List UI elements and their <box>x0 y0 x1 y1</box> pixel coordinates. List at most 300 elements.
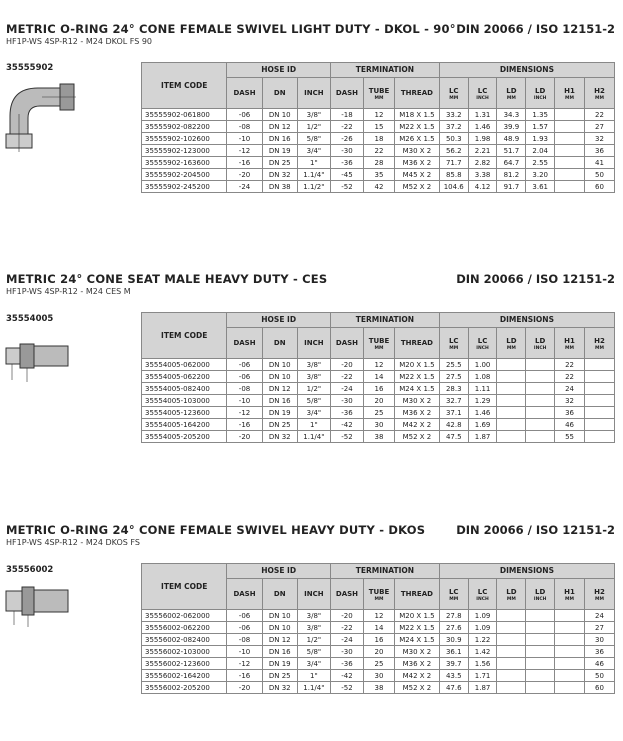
table-cell: DN 19 <box>262 407 297 419</box>
table-cell: DN 25 <box>262 670 297 682</box>
thread-header: THREAD <box>394 579 439 610</box>
table-cell: 34.3 <box>497 109 526 121</box>
table-cell <box>497 371 526 383</box>
inch-header: INCH <box>297 579 330 610</box>
table-cell: 28.3 <box>439 383 468 395</box>
table-cell: 1/2" <box>297 634 330 646</box>
table-cell: -08 <box>227 121 262 133</box>
table-cell: -06 <box>227 610 262 622</box>
inch-header: INCH <box>297 328 330 359</box>
ld-header <box>497 328 526 359</box>
table-cell: 1.22 <box>468 634 497 646</box>
table-cell <box>555 610 585 622</box>
table-cell: M52 X 2 <box>394 181 439 193</box>
table-row <box>142 395 615 407</box>
h1-label: H1 <box>564 587 575 596</box>
table-cell: M20 X 1.5 <box>394 610 439 622</box>
table-cell: 35 <box>364 169 395 181</box>
termination-header: TERMINATION <box>330 564 439 579</box>
table-cell: 1" <box>297 419 330 431</box>
table-body <box>142 610 615 694</box>
table-cell: 36 <box>584 145 614 157</box>
table-cell: -22 <box>330 121 363 133</box>
table-cell: 35555902-245200 <box>142 181 227 193</box>
table-cell <box>555 634 585 646</box>
table-cell: 3.61 <box>526 181 555 193</box>
table-cell <box>584 371 614 383</box>
lc-inch-label: LC <box>477 86 488 95</box>
table-cell: -52 <box>330 682 363 694</box>
unit-label: MM <box>595 95 604 101</box>
table-cell: -30 <box>330 395 363 407</box>
table-cell: 35555902-123000 <box>142 145 227 157</box>
table-cell: 22 <box>364 145 395 157</box>
table-cell: 24 <box>555 383 585 395</box>
table-cell: DN 38 <box>262 181 297 193</box>
table-cell: DN 12 <box>262 383 297 395</box>
unit-label: MM <box>374 95 384 101</box>
table-cell: 27.5 <box>439 371 468 383</box>
dimensions-header: DIMENSIONS <box>439 313 614 328</box>
table-cell: 16 <box>364 634 395 646</box>
table-cell: 47.5 <box>439 431 468 443</box>
table-cell <box>497 359 526 371</box>
item-code-header: ITEM CODE <box>142 564 227 610</box>
table-cell: DN 10 <box>262 371 297 383</box>
table-cell: 32 <box>555 395 585 407</box>
unit-label: MM <box>449 596 459 602</box>
table-cell: -12 <box>227 658 262 670</box>
table-cell: -06 <box>227 359 262 371</box>
table-cell <box>555 169 585 181</box>
dimensions-header: DIMENSIONS <box>439 564 614 579</box>
table-cell: -52 <box>330 431 363 443</box>
table-cell: 35556002-082400 <box>142 634 227 646</box>
unit-label: MM <box>374 345 384 351</box>
table-cell <box>584 407 614 419</box>
table-cell: DN 25 <box>262 157 297 169</box>
table-cell: -16 <box>227 419 262 431</box>
h2-label: H2 <box>594 336 605 345</box>
table-row <box>142 383 615 395</box>
table-cell: 1.56 <box>468 658 497 670</box>
table-cell: M18 X 1.5 <box>394 109 439 121</box>
ld-inch-label: LD <box>535 86 546 95</box>
lc-inch-header <box>468 78 497 109</box>
table-cell: -06 <box>227 622 262 634</box>
table-cell <box>526 431 555 443</box>
table-cell: 91.7 <box>497 181 526 193</box>
unit-label: MM <box>449 345 459 351</box>
table-cell: 27.6 <box>439 622 468 634</box>
table-cell: 36.1 <box>439 646 468 658</box>
table-body <box>142 109 615 193</box>
tube-header <box>364 78 395 109</box>
table-cell: -52 <box>330 181 363 193</box>
table-cell: 12 <box>364 610 395 622</box>
tube-label: TUBE <box>368 86 390 95</box>
table-cell <box>526 634 555 646</box>
table-cell: 35556002-164200 <box>142 670 227 682</box>
dimensions-header: DIMENSIONS <box>439 63 614 78</box>
table-cell: 35554005-082400 <box>142 383 227 395</box>
table-cell: 20 <box>364 395 395 407</box>
dash-header: DASH <box>227 78 262 109</box>
dn-header: DN <box>262 328 297 359</box>
table-cell: 1.1/4" <box>297 169 330 181</box>
unit-label: MM <box>595 345 604 351</box>
table-cell: M30 X 2 <box>394 646 439 658</box>
unit-label: MM <box>595 596 604 602</box>
table-cell: M52 X 2 <box>394 431 439 443</box>
table-cell: M36 X 2 <box>394 658 439 670</box>
table-cell: DN 16 <box>262 133 297 145</box>
table-cell: 32.7 <box>439 395 468 407</box>
lc-inch-label: LC <box>477 336 488 345</box>
table-cell: DN 32 <box>262 431 297 443</box>
table-cell: 30 <box>364 670 395 682</box>
table-cell: 1.09 <box>468 622 497 634</box>
table-cell: 30.9 <box>439 634 468 646</box>
table-cell: 1.09 <box>468 610 497 622</box>
spec-table <box>141 563 615 694</box>
table-cell: 3/4" <box>297 145 330 157</box>
table-cell: 48.9 <box>497 133 526 145</box>
table-cell: M30 X 2 <box>394 145 439 157</box>
table-cell <box>584 419 614 431</box>
table-cell: M42 X 2 <box>394 670 439 682</box>
table-cell <box>497 622 526 634</box>
table-cell <box>497 658 526 670</box>
table-cell: 3/4" <box>297 658 330 670</box>
table-cell: 33.2 <box>439 109 468 121</box>
table-cell: DN 19 <box>262 658 297 670</box>
table-cell: 35554005-062200 <box>142 371 227 383</box>
table-cell: -06 <box>227 371 262 383</box>
table-row <box>142 407 615 419</box>
table-cell: 3/8" <box>297 359 330 371</box>
table-cell: DN 19 <box>262 145 297 157</box>
product-code: 35554005 <box>6 314 54 324</box>
table-cell <box>526 610 555 622</box>
term-dash-header: DASH <box>330 579 363 610</box>
table-cell: 3.20 <box>526 169 555 181</box>
table-cell: 1.11 <box>468 383 497 395</box>
table-cell: 1.42 <box>468 646 497 658</box>
table-cell: 51.7 <box>497 145 526 157</box>
table-cell: 14 <box>364 622 395 634</box>
table-cell: 35555902-163600 <box>142 157 227 169</box>
table-cell: 22 <box>555 359 585 371</box>
table-cell <box>497 610 526 622</box>
table-cell: -36 <box>330 157 363 169</box>
table-cell: 35554005-062000 <box>142 359 227 371</box>
table-cell: 18 <box>364 133 395 145</box>
table-cell: 1.35 <box>526 109 555 121</box>
table-cell: 1.31 <box>468 109 497 121</box>
product-code: 35556002 <box>6 565 54 575</box>
table-cell: 1" <box>297 670 330 682</box>
table-cell: M22 X 1.5 <box>394 371 439 383</box>
lc-inch-header <box>468 579 497 610</box>
table-cell: 50.3 <box>439 133 468 145</box>
dash-header: DASH <box>227 579 262 610</box>
table-cell <box>497 407 526 419</box>
section-subtitle: HF1P-WS 4SP-R12 - M24 DKOL FS 90 <box>6 37 153 46</box>
item-code-header: ITEM CODE <box>142 63 227 109</box>
table-cell <box>526 383 555 395</box>
section-standard: DIN 20066 / ISO 12151-2 <box>456 523 615 537</box>
table-row <box>142 169 615 181</box>
table-row <box>142 610 615 622</box>
table-cell: M22 X 1.5 <box>394 121 439 133</box>
table-cell <box>497 634 526 646</box>
table-cell: 37.2 <box>439 121 468 133</box>
table-cell: 27 <box>584 121 614 133</box>
table-row <box>142 109 615 121</box>
table-cell: DN 12 <box>262 121 297 133</box>
thread-header: THREAD <box>394 78 439 109</box>
unit-label: MM <box>506 345 516 351</box>
table-cell: -30 <box>330 646 363 658</box>
table-cell: DN 12 <box>262 634 297 646</box>
table-cell: DN 10 <box>262 622 297 634</box>
table-cell: M52 X 2 <box>394 682 439 694</box>
table-cell: -16 <box>227 157 262 169</box>
table-cell: 35554005-103000 <box>142 395 227 407</box>
table-cell: 1.08 <box>468 371 497 383</box>
unit-label: INCH <box>533 95 547 101</box>
table-cell: 1.69 <box>468 419 497 431</box>
table-cell: 25 <box>364 407 395 419</box>
table-cell: -36 <box>330 658 363 670</box>
ld-inch-label: LD <box>535 336 546 345</box>
item-code-header: ITEM CODE <box>142 313 227 359</box>
table-cell: 14 <box>364 371 395 383</box>
table-cell: 39.9 <box>497 121 526 133</box>
unit-label: MM <box>374 596 384 602</box>
table-cell: -08 <box>227 634 262 646</box>
lc-inch-header <box>468 328 497 359</box>
h2-header <box>584 328 614 359</box>
dash-header: DASH <box>227 328 262 359</box>
table-row <box>142 646 615 658</box>
table-cell: -24 <box>330 634 363 646</box>
table-cell: -22 <box>330 371 363 383</box>
table-cell: 81.2 <box>497 169 526 181</box>
table-cell: M45 X 2 <box>394 169 439 181</box>
table-cell: -24 <box>227 181 262 193</box>
table-cell: 35554005-123600 <box>142 407 227 419</box>
table-cell: 20 <box>364 646 395 658</box>
table-cell <box>526 407 555 419</box>
h1-header <box>555 78 585 109</box>
table-cell: -26 <box>330 133 363 145</box>
table-cell <box>555 682 585 694</box>
table-cell <box>497 395 526 407</box>
lc-header <box>439 328 468 359</box>
table-cell: M36 X 2 <box>394 407 439 419</box>
unit-label: INCH <box>533 596 547 602</box>
table-row <box>142 157 615 169</box>
table-row <box>142 682 615 694</box>
table-cell: 5/8" <box>297 395 330 407</box>
table-cell: 46 <box>584 658 614 670</box>
table-cell: 3/8" <box>297 371 330 383</box>
table-cell: M20 X 1.5 <box>394 359 439 371</box>
lc-label: LC <box>448 587 459 596</box>
table-cell: 55 <box>555 431 585 443</box>
table-cell: 27.8 <box>439 610 468 622</box>
table-cell: 1.87 <box>468 682 497 694</box>
termination-header: TERMINATION <box>330 313 439 328</box>
table-row <box>142 634 615 646</box>
table-cell <box>584 431 614 443</box>
table-cell <box>555 622 585 634</box>
unit-label: MM <box>565 345 575 351</box>
ld-label: LD <box>506 336 517 345</box>
table-cell: 42 <box>364 181 395 193</box>
table-cell: 30 <box>364 419 395 431</box>
h2-label: H2 <box>594 587 605 596</box>
table-cell: M42 X 2 <box>394 419 439 431</box>
table-cell: 38 <box>364 682 395 694</box>
tube-header <box>364 579 395 610</box>
table-cell: -12 <box>227 145 262 157</box>
table-row <box>142 622 615 634</box>
table-cell: -20 <box>227 431 262 443</box>
table-cell: 1.71 <box>468 670 497 682</box>
table-cell: 4.12 <box>468 181 497 193</box>
table-cell: 60 <box>584 181 614 193</box>
table-cell <box>526 658 555 670</box>
table-row <box>142 670 615 682</box>
table-row <box>142 431 615 443</box>
thread-header: THREAD <box>394 328 439 359</box>
table-cell: 42.8 <box>439 419 468 431</box>
table-cell <box>555 145 585 157</box>
table-cell: 50 <box>584 169 614 181</box>
table-body <box>142 359 615 443</box>
table-cell: -45 <box>330 169 363 181</box>
unit-label: MM <box>506 596 516 602</box>
table-row <box>142 121 615 133</box>
table-row <box>142 181 615 193</box>
table-cell: -10 <box>227 133 262 145</box>
table-cell: M24 X 1.5 <box>394 634 439 646</box>
table-cell: -06 <box>227 109 262 121</box>
unit-label: INCH <box>533 345 547 351</box>
table-cell: 1.46 <box>468 121 497 133</box>
table-cell: DN 10 <box>262 109 297 121</box>
table-cell: 12 <box>364 359 395 371</box>
spec-table <box>141 312 615 443</box>
dn-header: DN <box>262 579 297 610</box>
table-cell <box>584 395 614 407</box>
table-cell <box>584 359 614 371</box>
table-cell: -10 <box>227 646 262 658</box>
table-cell: 1.00 <box>468 359 497 371</box>
unit-label: INCH <box>476 345 489 351</box>
table-cell: 1.1/2" <box>297 181 330 193</box>
ld-header <box>497 78 526 109</box>
table-cell <box>526 670 555 682</box>
table-cell: -30 <box>330 145 363 157</box>
product-code: 35555902 <box>6 63 54 73</box>
section-title: METRIC O-RING 24° CONE FEMALE SWIVEL LIGHT DUTY - DKOL - 90° <box>6 22 456 36</box>
table-cell: -20 <box>227 169 262 181</box>
table-cell: 35556002-123600 <box>142 658 227 670</box>
section-standard: DIN 20066 / ISO 12151-2 <box>456 22 615 36</box>
hose-id-header: HOSE ID <box>227 313 331 328</box>
table-cell <box>497 383 526 395</box>
term-dash-header: DASH <box>330 78 363 109</box>
table-cell <box>555 658 585 670</box>
table-cell: 2.82 <box>468 157 497 169</box>
table-cell: 35555902-082200 <box>142 121 227 133</box>
table-cell: 22 <box>555 371 585 383</box>
table-cell <box>497 670 526 682</box>
unit-label: MM <box>506 95 516 101</box>
ld-inch-header <box>526 579 555 610</box>
h2-header <box>584 579 614 610</box>
term-dash-header: DASH <box>330 328 363 359</box>
table-cell: 36 <box>555 407 585 419</box>
table-cell: 30 <box>584 634 614 646</box>
table-cell: 38 <box>364 431 395 443</box>
table-cell: 25.5 <box>439 359 468 371</box>
table-row <box>142 419 615 431</box>
table-cell: 43.5 <box>439 670 468 682</box>
ld-inch-header <box>526 78 555 109</box>
table-cell: DN 10 <box>262 610 297 622</box>
table-cell: 32 <box>584 133 614 145</box>
h1-label: H1 <box>564 86 575 95</box>
table-cell: -10 <box>227 395 262 407</box>
table-cell: 2.21 <box>468 145 497 157</box>
table-cell: 3/8" <box>297 610 330 622</box>
table-cell: 3/8" <box>297 109 330 121</box>
table-cell: 28 <box>364 157 395 169</box>
table-cell: 35555902-204500 <box>142 169 227 181</box>
table-cell: 47.6 <box>439 682 468 694</box>
table-cell <box>497 682 526 694</box>
table-cell: -20 <box>330 610 363 622</box>
table-cell <box>526 419 555 431</box>
table-cell: 1.1/4" <box>297 431 330 443</box>
fitting-swivel-drawing <box>2 581 72 631</box>
table-cell: M36 X 2 <box>394 157 439 169</box>
tube-header <box>364 328 395 359</box>
table-cell: 39.7 <box>439 658 468 670</box>
table-cell: DN 16 <box>262 646 297 658</box>
table-row <box>142 133 615 145</box>
table-cell: 35555902-061800 <box>142 109 227 121</box>
table-cell <box>555 670 585 682</box>
section-standard: DIN 20066 / ISO 12151-2 <box>456 272 615 286</box>
unit-label: INCH <box>476 95 489 101</box>
table-cell: 1/2" <box>297 121 330 133</box>
ld-label: LD <box>506 86 517 95</box>
table-cell: -20 <box>330 359 363 371</box>
table-cell: M22 X 1.5 <box>394 622 439 634</box>
lc-header <box>439 579 468 610</box>
ld-inch-header <box>526 328 555 359</box>
unit-label: INCH <box>476 596 489 602</box>
table-cell <box>526 622 555 634</box>
table-cell: -12 <box>227 407 262 419</box>
ld-inch-label: LD <box>535 587 546 596</box>
